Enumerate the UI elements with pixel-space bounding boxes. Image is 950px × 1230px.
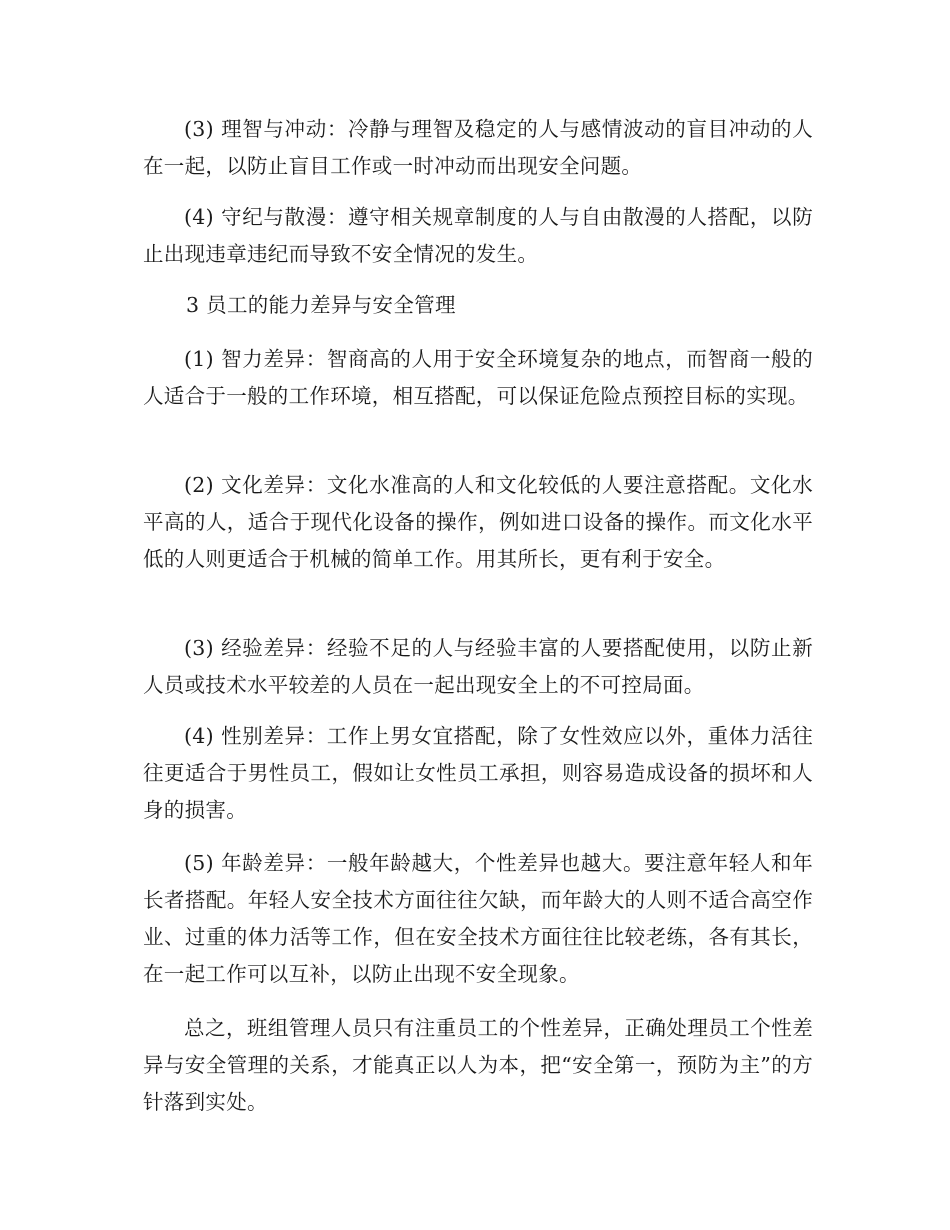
paragraph-rational-vs-impulsive: (3) 理智与冲动：冷静与理智及稳定的人与感情波动的盲目冲动的人在一起，以防止盲目工作或一时冲动而出现安全问题。 — [143, 117, 813, 178]
paragraph-experience-difference: (3) 经验差异：经验不足的人与经验丰富的人要搭配使用，以防止新人员或技术水平较差的人员在一起出现安全上的不可控局面。 — [143, 636, 813, 697]
paragraph-intelligence-difference: (1) 智力差异：智商高的人用于安全环境复杂的地点，而智商一般的人适合于一般的工作环境，相互搭配，可以保证危险点预控目标的实现。 — [143, 347, 813, 408]
section-heading-ability-differences: 3 员工的能力差异与安全管理 — [186, 293, 456, 317]
paragraph-age-difference: (5) 年龄差异：一般年龄越大，个性差异也越大。要注意年轻人和年长者搭配。年轻人安全技术方面往往欠缺，而年龄大的人则不适合高空作业、过重的体力活等工作，但在安全技术方面往往比较老练，各有其长，在一起工作可以互补，以防止出现不安全现象。 — [143, 851, 813, 986]
paragraph-education-difference: (2) 文化差异：文化水准高的人和文化较低的人要注意搭配。文化水平高的人，适合于现代化设备的操作，例如进口设备的操作。而文化水平低的人则更适合于机械的简单工作。用其所长，更有利于安全。 — [143, 473, 813, 571]
paragraph-gender-difference: (4) 性别差异：工作上男女宜搭配，除了女性效应以外，重体力活往往更适合于男性员工，假如让女性员工承担，则容易造成设备的损坏和人身的损害。 — [143, 724, 813, 822]
paragraph-conclusion: 总之，班组管理人员只有注重员工的个性差异，正确处理员工个性差异与安全管理的关系，才能真正以人为本，把“安全第一，预防为主”的方针落到实处。 — [143, 1016, 813, 1114]
paragraph-discipline-vs-lax: (4) 守纪与散漫：遵守相关规章制度的人与自由散漫的人搭配，以防止出现违章违纪而导致不安全情况的发生。 — [143, 205, 813, 266]
